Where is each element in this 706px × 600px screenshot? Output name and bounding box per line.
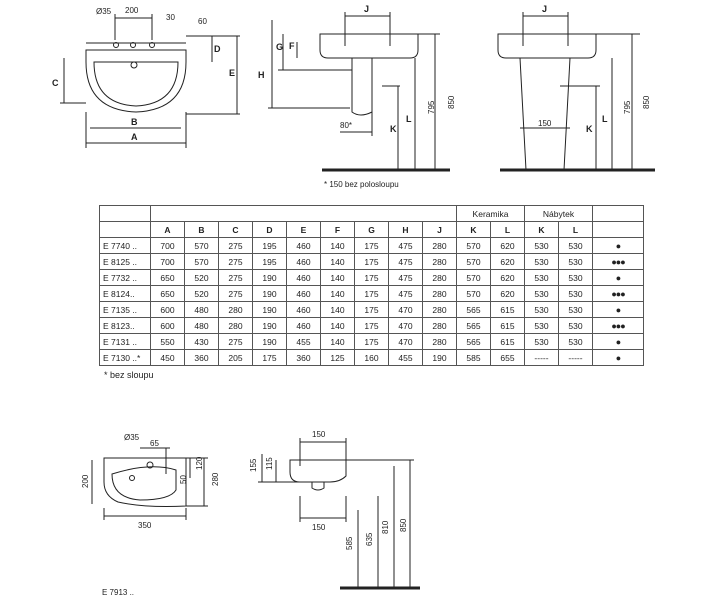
table-cell: 530	[525, 238, 559, 254]
table-cell: 205	[219, 350, 253, 366]
table-cell: 280	[423, 334, 457, 350]
table-cell: 455	[389, 350, 423, 366]
bottom-dim-810: 810	[381, 520, 390, 534]
bottom-model-code: E 7913 ..	[102, 588, 135, 597]
row-code: E 7732 ..	[100, 270, 151, 286]
dim-850-2: 850	[642, 95, 651, 109]
col-header-h: H	[389, 222, 423, 238]
label-l-2: L	[602, 114, 608, 124]
col-header-d: D	[253, 222, 287, 238]
table-cell: 570	[457, 270, 491, 286]
table-row	[100, 270, 644, 286]
bottom-dim-50: 50	[179, 475, 188, 484]
table-cell: 195	[253, 254, 287, 270]
table-cell: 565	[457, 302, 491, 318]
dimension-table	[99, 205, 644, 366]
table-cell: 475	[389, 286, 423, 302]
table-row	[100, 302, 644, 318]
table-cell: 570	[457, 254, 491, 270]
variant-dots: ●	[593, 238, 644, 254]
table-row	[100, 238, 644, 254]
table-cell: 460	[287, 318, 321, 334]
table-cell: 430	[185, 334, 219, 350]
bottom-dim-200: 200	[81, 474, 90, 488]
side-view-2-pedestal	[520, 58, 570, 170]
table-cell: 600	[151, 318, 185, 334]
row-code: E 7131 ..	[100, 334, 151, 350]
table-cell: 530	[559, 238, 593, 254]
table-cell: 360	[287, 350, 321, 366]
table-cell: 175	[355, 318, 389, 334]
table-cell: 570	[185, 254, 219, 270]
table-row	[100, 254, 644, 270]
table-cell: 360	[185, 350, 219, 366]
table-cell: 190	[253, 270, 287, 286]
table-cell: 275	[219, 254, 253, 270]
table-cell: 160	[355, 350, 389, 366]
label-d: D	[214, 44, 221, 54]
label-c: C	[52, 78, 59, 88]
bottom-dim-150-top: 150	[312, 430, 326, 439]
table-cell: 480	[185, 318, 219, 334]
table-cell: 475	[389, 254, 423, 270]
small-basin-side-outline	[290, 460, 346, 482]
table-cell: 140	[321, 334, 355, 350]
variant-dots: ●●●	[593, 286, 644, 302]
table-cell: 460	[287, 254, 321, 270]
table-cell: 450	[151, 350, 185, 366]
label-g: G	[276, 42, 284, 52]
table-cell: 530	[525, 254, 559, 270]
table-cell: 140	[321, 318, 355, 334]
label-h: H	[258, 70, 265, 80]
table-footnote: * bez sloupu	[104, 370, 154, 380]
table-cell: 530	[559, 334, 593, 350]
top-footnote: * 150 bez polosloupu	[324, 180, 399, 189]
table-cell: 570	[457, 286, 491, 302]
table-body	[100, 238, 644, 366]
table-cell: 175	[355, 254, 389, 270]
col-header-g: G	[355, 222, 389, 238]
bottom-diameter-label: Ø35	[124, 433, 140, 442]
label-a: A	[131, 132, 138, 142]
table-cell: -----	[559, 350, 593, 366]
side-view-2-basin	[498, 34, 596, 58]
variant-dots: ●	[593, 350, 644, 366]
dim-80: 80*	[340, 121, 353, 130]
table-row	[100, 334, 644, 350]
bottom-dim-635: 635	[365, 532, 374, 546]
table-cell: 585	[457, 350, 491, 366]
row-code: E 8123..	[100, 318, 151, 334]
table-cell: 470	[389, 318, 423, 334]
table-cell: 530	[525, 286, 559, 302]
group-header-keramika: Keramika	[457, 206, 525, 222]
side-view-1-basin	[320, 34, 418, 58]
col-header-l-nabytek: L	[559, 222, 593, 238]
table-cell: 280	[423, 286, 457, 302]
table-cell: 550	[151, 334, 185, 350]
bottom-dim-350: 350	[138, 521, 152, 530]
table-cell: 470	[389, 334, 423, 350]
table-cell: 125	[321, 350, 355, 366]
top-technical-drawing	[0, 0, 706, 200]
table-cell: 565	[457, 334, 491, 350]
label-k-2: K	[586, 124, 593, 134]
table-cell: 470	[389, 302, 423, 318]
col-header-l-keramika: L	[491, 222, 525, 238]
table-cell: 530	[559, 302, 593, 318]
table-cell: 600	[151, 302, 185, 318]
table-cell: 655	[491, 350, 525, 366]
col-header-c: C	[219, 222, 253, 238]
variant-dots: ●●●	[593, 318, 644, 334]
table-cell: 620	[491, 254, 525, 270]
table-cell: 460	[287, 302, 321, 318]
table-cell: 275	[219, 286, 253, 302]
table-cell: 620	[491, 286, 525, 302]
table-cell: 280	[423, 238, 457, 254]
table-cell: 530	[525, 318, 559, 334]
table-row	[100, 350, 644, 366]
table-cell: 175	[355, 286, 389, 302]
table-cell: 520	[185, 270, 219, 286]
table-cell: 140	[321, 254, 355, 270]
col-header-j: J	[423, 222, 457, 238]
table-cell: 280	[423, 270, 457, 286]
label-k-1: K	[390, 124, 397, 134]
variant-dots: ●	[593, 302, 644, 318]
table-group-header-row	[100, 206, 644, 222]
variant-dots: ●	[593, 270, 644, 286]
basin-plan-outline	[86, 50, 186, 112]
row-code: E 8125 ..	[100, 254, 151, 270]
table-cell: 475	[389, 270, 423, 286]
dim-795-2: 795	[623, 100, 632, 114]
label-b: B	[131, 117, 138, 127]
table-cell: 700	[151, 254, 185, 270]
drain-hole	[131, 62, 137, 68]
small-basin-siphon	[312, 482, 324, 490]
table-cell: 455	[287, 334, 321, 350]
table-cell: 140	[321, 270, 355, 286]
bottom-dim-120: 120	[195, 456, 204, 470]
dim-795-1: 795	[427, 100, 436, 114]
top-dim-200: 200	[125, 6, 139, 15]
top-dim-60: 60	[198, 17, 207, 26]
group-header-nabytek: Nábytek	[525, 206, 593, 222]
basin-plan-inner	[94, 62, 178, 106]
label-j-2: J	[542, 4, 548, 14]
table-cell: 480	[185, 302, 219, 318]
table-cell: 460	[287, 238, 321, 254]
small-basin-plan-outline	[104, 458, 186, 507]
table-cell: 175	[355, 238, 389, 254]
table-cell: 570	[185, 238, 219, 254]
bottom-dim-585: 585	[345, 536, 354, 550]
label-j-1: J	[364, 4, 370, 14]
side-view-1-pedestal	[352, 58, 372, 115]
table-cell: 280	[219, 302, 253, 318]
col-header-f: F	[321, 222, 355, 238]
table-cell: 620	[491, 270, 525, 286]
table-cell: 190	[423, 350, 457, 366]
table-cell: 650	[151, 286, 185, 302]
table-row	[100, 318, 644, 334]
col-header-k-keramika: K	[457, 222, 491, 238]
row-code: E 8124..	[100, 286, 151, 302]
bottom-dim-150-bottom: 150	[312, 523, 326, 532]
table-cell: 190	[253, 302, 287, 318]
table-cell: 520	[185, 286, 219, 302]
table-cell: 475	[389, 238, 423, 254]
table-cell: 280	[423, 254, 457, 270]
table-cell: 190	[253, 286, 287, 302]
table-cell: 530	[559, 286, 593, 302]
table-cell: 275	[219, 270, 253, 286]
table-cell: 140	[321, 238, 355, 254]
table-cell: 190	[253, 318, 287, 334]
table-cell: 460	[287, 270, 321, 286]
variant-dots: ●●●	[593, 254, 644, 270]
dim-850-1: 850	[447, 95, 456, 109]
top-diameter-label: Ø35	[96, 7, 112, 16]
table-cell: -----	[525, 350, 559, 366]
bottom-dim-115: 115	[265, 457, 274, 470]
col-header-a: A	[151, 222, 185, 238]
table-cell: 175	[355, 334, 389, 350]
table-cell: 530	[525, 302, 559, 318]
top-dim-30: 30	[166, 13, 175, 22]
bottom-dim-65: 65	[150, 439, 159, 448]
table-cell: 140	[321, 286, 355, 302]
table-cell: 280	[219, 318, 253, 334]
table-cell: 615	[491, 302, 525, 318]
table-cell: 140	[321, 302, 355, 318]
col-header-e: E	[287, 222, 321, 238]
table-cell: 190	[253, 334, 287, 350]
table-cell: 275	[219, 334, 253, 350]
table-cell: 530	[525, 270, 559, 286]
table-cell: 700	[151, 238, 185, 254]
table-cell: 570	[457, 238, 491, 254]
col-header-b: B	[185, 222, 219, 238]
table-cell: 280	[423, 318, 457, 334]
table-cell: 275	[219, 238, 253, 254]
table-cell: 175	[355, 270, 389, 286]
table-cell: 460	[287, 286, 321, 302]
small-drain-hole	[130, 476, 135, 481]
bottom-dim-280: 280	[211, 472, 220, 486]
table-column-header-row	[100, 222, 644, 238]
table-cell: 565	[457, 318, 491, 334]
bottom-dim-155: 155	[249, 458, 258, 472]
table-cell: 615	[491, 318, 525, 334]
table-cell: 650	[151, 270, 185, 286]
bottom-technical-drawing	[0, 400, 706, 600]
row-code: E 7740 ..	[100, 238, 151, 254]
table-cell: 620	[491, 238, 525, 254]
table-cell: 195	[253, 238, 287, 254]
table-cell: 175	[355, 302, 389, 318]
dim-150: 150	[538, 119, 552, 128]
variant-dots: ●	[593, 334, 644, 350]
table-cell: 175	[253, 350, 287, 366]
row-code: E 7135 ..	[100, 302, 151, 318]
table-cell: 530	[525, 334, 559, 350]
col-header-k-nabytek: K	[525, 222, 559, 238]
bottom-dim-850: 850	[399, 518, 408, 532]
table-cell: 530	[559, 254, 593, 270]
label-l-1: L	[406, 114, 412, 124]
table-cell: 280	[423, 302, 457, 318]
table-row	[100, 286, 644, 302]
label-f: F	[289, 41, 295, 51]
row-code: E 7130 ..*	[100, 350, 151, 366]
label-e: E	[229, 68, 236, 78]
table-cell: 615	[491, 334, 525, 350]
table-cell: 530	[559, 318, 593, 334]
table-cell: 530	[559, 270, 593, 286]
